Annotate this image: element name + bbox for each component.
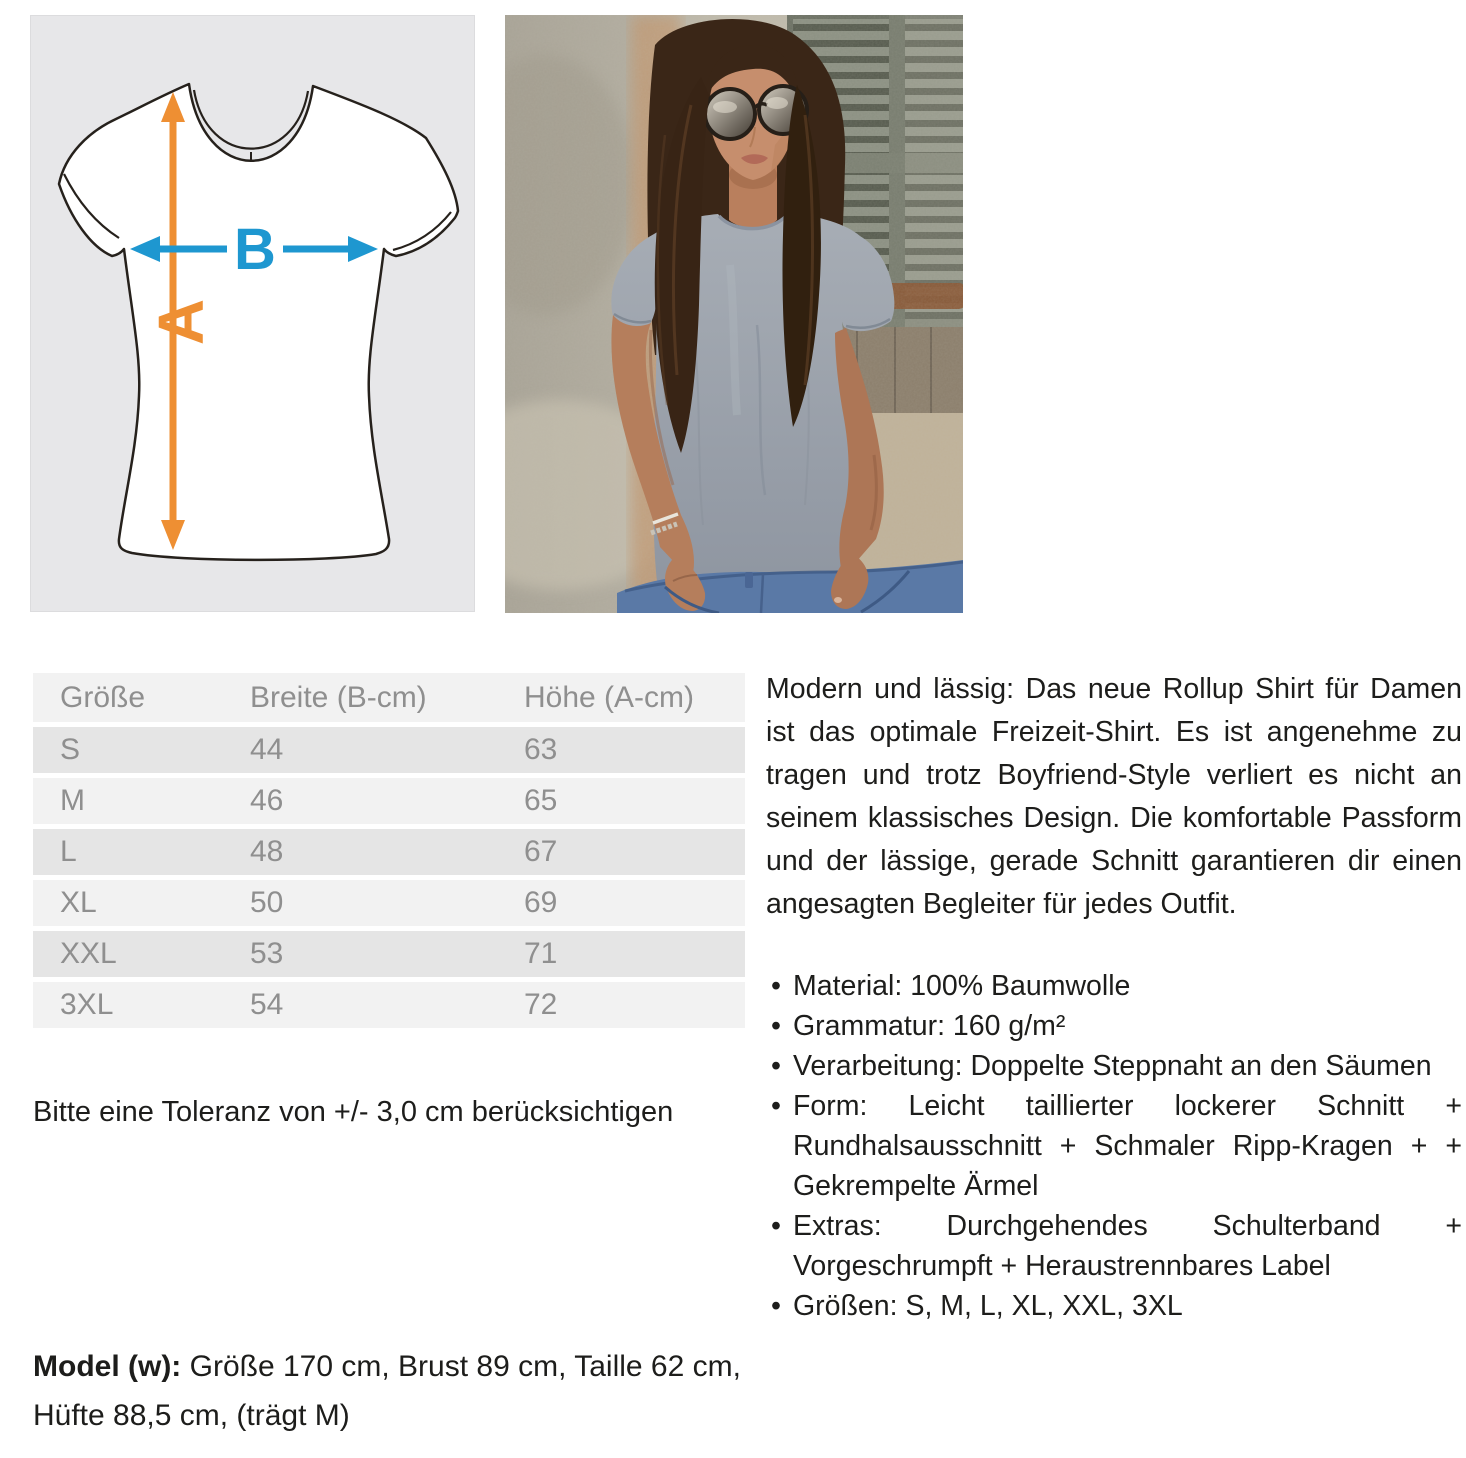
product-photo bbox=[505, 15, 963, 613]
feature-item: • Größen: S, M, L, XL, XXL, 3XL bbox=[766, 1286, 1462, 1326]
feature-item: • Form: Leicht taillierter lockerer Schnitt + Rundhalsausschnitt + Schmaler Ripp-Kragen + + Gekrempelte Ärmel bbox=[766, 1086, 1462, 1206]
cell-size: M bbox=[60, 784, 85, 817]
cell-hoehe: 69 bbox=[524, 886, 558, 919]
cell-size: XL bbox=[60, 886, 97, 919]
cell-size: XXL bbox=[60, 937, 117, 970]
cell-breite: 44 bbox=[250, 733, 284, 766]
cell-breite: 46 bbox=[250, 784, 284, 817]
cell-breite: 48 bbox=[250, 835, 284, 868]
feature-list bbox=[766, 966, 1462, 1326]
cell-hoehe: 65 bbox=[524, 784, 558, 817]
table-row bbox=[33, 829, 745, 875]
cell-size: S bbox=[60, 733, 81, 766]
tshirt-outline bbox=[59, 84, 458, 560]
cell-hoehe: 72 bbox=[524, 988, 558, 1021]
cell-hoehe: 63 bbox=[524, 733, 558, 766]
measurement-label-b: B bbox=[234, 217, 276, 282]
feature-item: • Material: 100% Baumwolle bbox=[766, 966, 1462, 1006]
size-table-body bbox=[33, 727, 745, 1028]
cell-hoehe: 71 bbox=[524, 937, 558, 970]
column-header-hoehe: Höhe (A-cm) bbox=[524, 681, 695, 714]
model-info-text: Größe 170 cm, Brust 89 cm, Taille 62 cm, Hüfte 88,5 cm, (trägt M) bbox=[33, 1350, 741, 1432]
column-header-groesse: Größe bbox=[60, 681, 146, 714]
table-row bbox=[33, 727, 745, 773]
size-table bbox=[33, 673, 745, 1033]
cell-breite: 50 bbox=[250, 886, 284, 919]
tshirt-measurement-diagram bbox=[31, 16, 474, 611]
table-row bbox=[33, 778, 745, 824]
table-row bbox=[33, 982, 745, 1028]
cell-size: 3XL bbox=[60, 988, 114, 1021]
table-row bbox=[33, 880, 745, 926]
cell-size: L bbox=[60, 835, 77, 868]
cell-breite: 54 bbox=[250, 988, 284, 1021]
product-description bbox=[766, 668, 1462, 926]
feature-item: • Extras: Durchgehendes Schulterband + Vorgeschrumpft + Heraustrennbares Label bbox=[766, 1206, 1462, 1286]
description-paragraph: Modern und lässig: Das neue Rollup Shirt für Damen ist das optimale Freizeit-Shirt. Es ist angenehme zu tragen und trotz Boyfriend-Style verliert es nicht an seinem klassisches Design. Die komfortable Passform und der lässige, gerade Schnitt garantieren dir einen angesagten Begleiter für jedes Outfit. bbox=[766, 673, 1462, 920]
model-info-label: Model (w): bbox=[33, 1350, 182, 1383]
model-info bbox=[33, 1342, 745, 1440]
tolerance-note: Bitte eine Toleranz von +/- 3,0 cm berücksichtigen bbox=[33, 1096, 674, 1128]
column-header-breite: Breite (B-cm) bbox=[250, 681, 427, 714]
size-table-header bbox=[33, 673, 745, 722]
feature-item: • Verarbeitung: Doppelte Steppnaht an den Säumen bbox=[766, 1046, 1462, 1086]
cell-breite: 53 bbox=[250, 937, 284, 970]
feature-item: • Grammatur: 160 g/m² bbox=[766, 1006, 1462, 1046]
table-row bbox=[33, 931, 745, 977]
model-photo-illustration bbox=[505, 15, 963, 613]
cell-hoehe: 67 bbox=[524, 835, 558, 868]
measurement-label-a: A bbox=[145, 298, 217, 346]
size-diagram-panel bbox=[30, 15, 475, 612]
